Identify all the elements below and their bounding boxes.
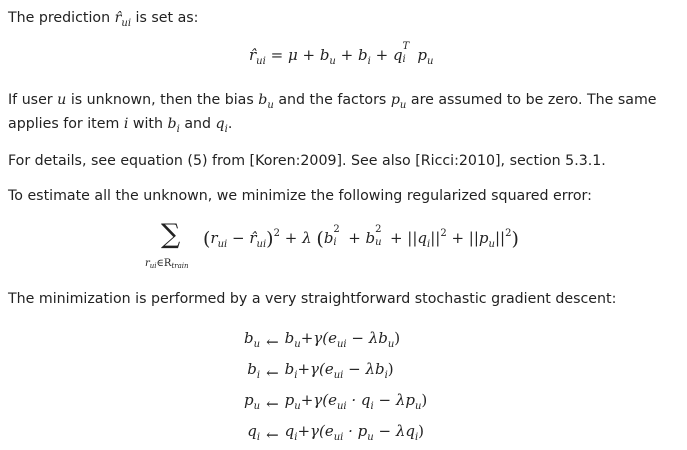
update-rule-row bbox=[244, 326, 427, 357]
update-rhs: $p_u+\gamma(e_{ui} \cdot q_i - \lambda p_u)$ bbox=[284, 391, 428, 412]
update-lhs: $p_u$ bbox=[244, 391, 261, 412]
update-lhs: $b_u$ bbox=[244, 329, 261, 350]
sgd-intro-paragraph: The minimization is performed by a very straightforward stochastic gradient descent: bbox=[8, 291, 617, 307]
update-arrow: ← bbox=[266, 394, 279, 413]
update-rhs: $b_u+\gamma(e_{ui} - \lambda b_u)$ bbox=[284, 329, 401, 350]
update-rule-row bbox=[244, 419, 427, 450]
objective-equation: ($r_{ui}$ − $r̂_{ui})^2 + \lambda$ (b 2 i + b 2 u + $||q_i||^2 + ||p_u||^2$) bbox=[203, 224, 519, 250]
update-arrow: ← bbox=[266, 363, 279, 382]
unknown-user-paragraph: If user u is unknown, then the bias $b_u$ and the factors $p_u$ are assumed to be zero. The same bbox=[8, 92, 657, 111]
update-arrow: ← bbox=[266, 425, 279, 444]
update-arrow: ← bbox=[266, 332, 279, 351]
references-paragraph: For details, see equation (5) from [Koren:2009]. See also [Ricci:2010], section 5.3.1. bbox=[8, 153, 606, 169]
objective-intro-paragraph: To estimate all the unknown, we minimize the following regularized squared error: bbox=[8, 188, 592, 204]
sgd-update-rules bbox=[244, 326, 427, 450]
update-rhs: $q_i+\gamma(e_{ui} \cdot p_u - \lambda q_i)$ bbox=[284, 422, 424, 443]
update-rhs: $b_i+\gamma(e_{ui} - \lambda b_i)$ bbox=[284, 360, 394, 381]
update-rule-row bbox=[244, 357, 427, 388]
intro-paragraph bbox=[8, 6, 198, 36]
intro-text: The prediction bbox=[8, 10, 111, 26]
update-rule-row bbox=[244, 388, 427, 419]
intro-tail: is set as: bbox=[135, 10, 199, 26]
sum-symbol: ∑ bbox=[161, 219, 181, 250]
prediction-equation: $r̂_{ui} = \mu + b_u + b_i + q$ T i $p_u$ bbox=[249, 41, 434, 67]
update-lhs: $q_i$ bbox=[247, 422, 261, 443]
unknown-item-line: applies for item i with $b_i$ and $q_i$. bbox=[8, 116, 233, 135]
sum-subscript: $r_{ui}\in R_{train}$ bbox=[145, 258, 189, 270]
update-lhs: $b_i$ bbox=[247, 360, 261, 381]
r-hat-symbol: $r̂_{ui}$ bbox=[114, 10, 132, 29]
